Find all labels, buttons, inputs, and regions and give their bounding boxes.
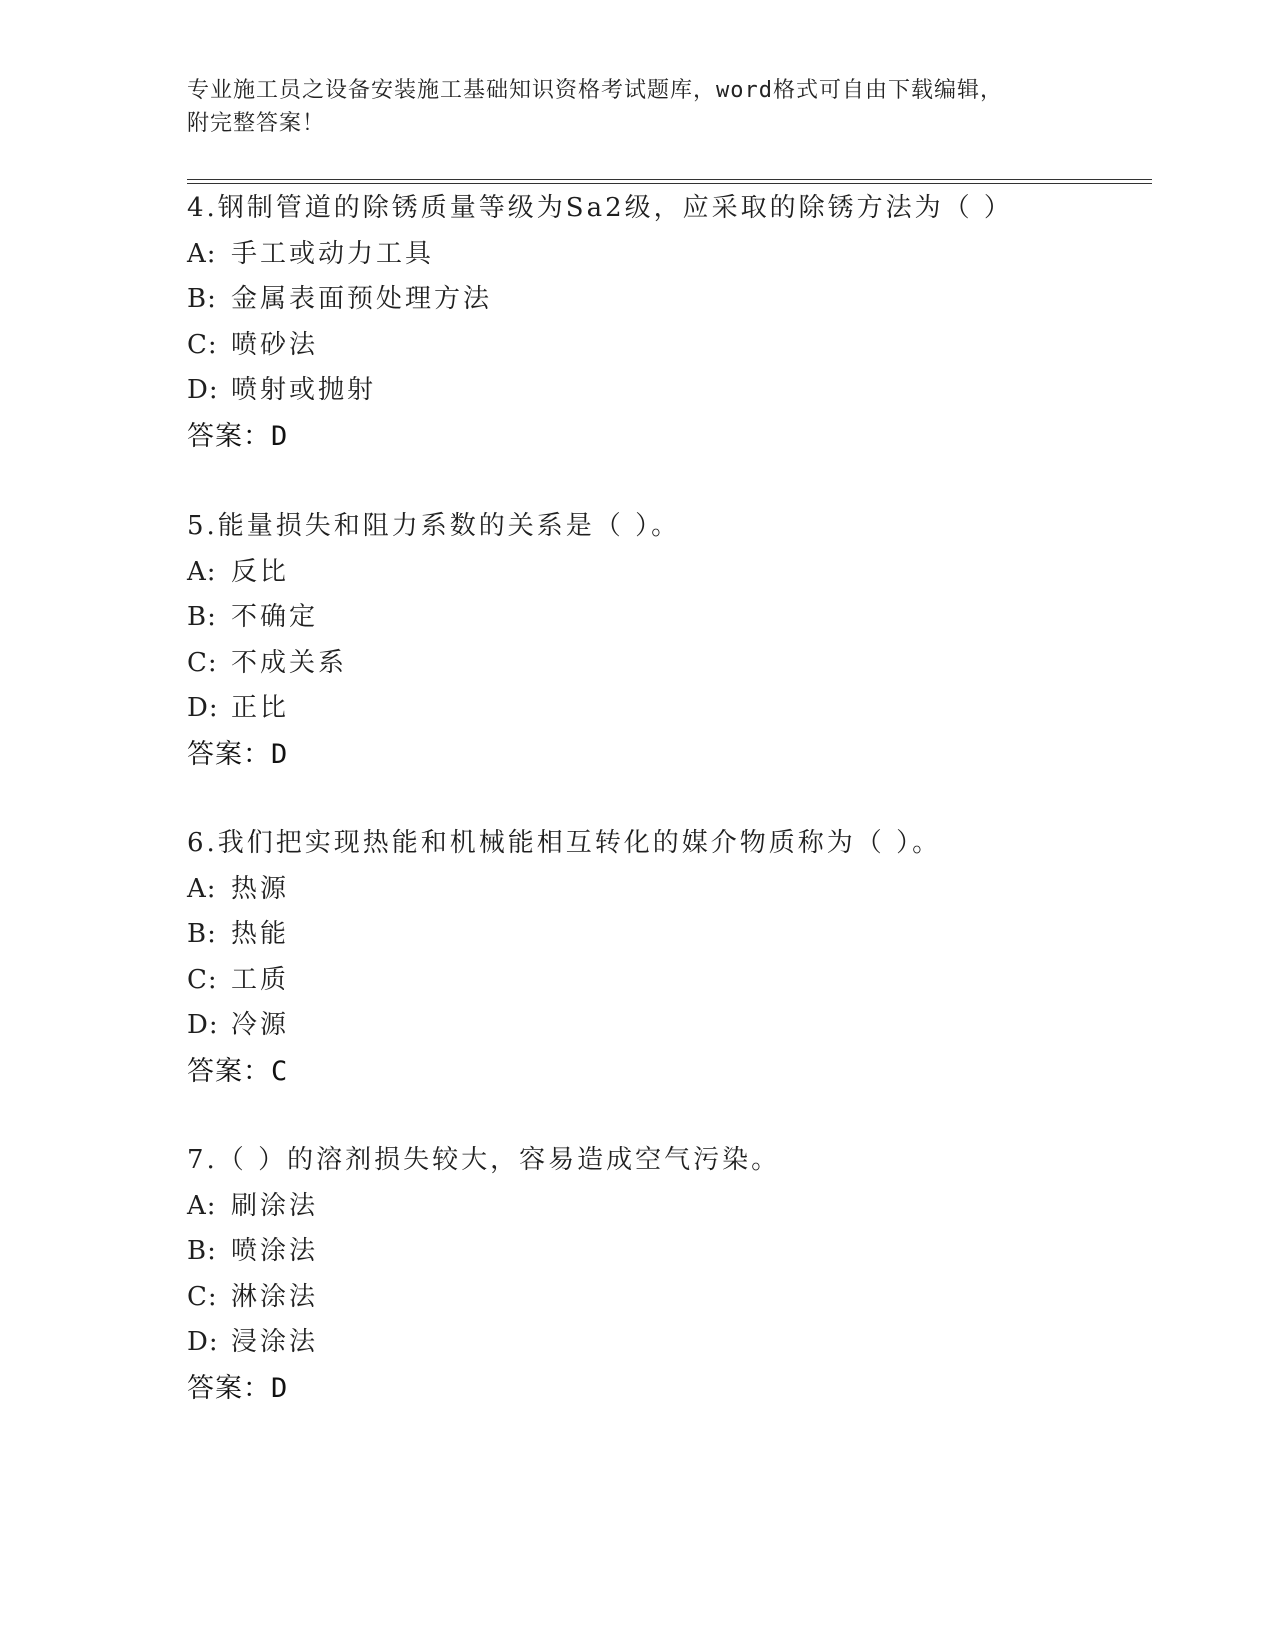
option-letter: D: [187, 1010, 219, 1041]
option-c [187, 1275, 1147, 1321]
option-b [187, 595, 1147, 641]
option-a [187, 867, 1147, 913]
option-text: 正比 [231, 693, 290, 724]
option-b [187, 277, 1147, 323]
option-text: 手工或动力工具 [231, 238, 435, 269]
option-letter: C: [187, 329, 218, 360]
option-letter: B: [187, 284, 217, 315]
question-7 [187, 1138, 1147, 1412]
option-letter: A: [187, 238, 217, 269]
answer: 答案：C [187, 1055, 289, 1087]
answer: 答案：D [187, 1372, 289, 1404]
option-text: 喷砂法 [231, 329, 319, 360]
option-d [187, 1003, 1147, 1049]
option-letter: B: [187, 602, 217, 633]
header-divider-bottom [187, 183, 1152, 184]
option-a [187, 1184, 1147, 1230]
option-a [187, 550, 1147, 596]
option-b [187, 1229, 1147, 1275]
option-text: 工质 [231, 964, 290, 995]
option-c [187, 323, 1147, 369]
option-letter: A: [187, 556, 217, 587]
option-letter: C: [187, 1281, 218, 1312]
answer: 答案：D [187, 420, 289, 452]
option-text: 反比 [231, 556, 290, 587]
option-a [187, 232, 1147, 278]
question-title: 5.能量损失和阻力系数的关系是（ ）。 [187, 511, 681, 541]
option-letter: A: [187, 1190, 217, 1221]
option-text: 不确定 [231, 602, 319, 633]
option-d [187, 368, 1147, 414]
answer: 答案：D [187, 738, 289, 770]
header-line-2: 附完整答案！ [187, 111, 326, 136]
option-c [187, 641, 1147, 687]
option-d [187, 1320, 1147, 1366]
option-text: 热源 [231, 873, 290, 904]
document-header [187, 74, 1087, 140]
option-text: 喷涂法 [231, 1236, 319, 1267]
option-text: 冷源 [231, 1010, 290, 1041]
option-text: 刷涂法 [231, 1190, 319, 1221]
option-b [187, 912, 1147, 958]
option-text: 淋涂法 [231, 1281, 319, 1312]
option-letter: C: [187, 647, 218, 678]
option-text: 不成关系 [231, 647, 348, 678]
option-letter: D: [187, 375, 219, 406]
option-letter: C: [187, 964, 218, 995]
option-letter: D: [187, 1327, 219, 1358]
header-line-1: 专业施工员之设备安装施工基础知识资格考试题库，word格式可自由下载编辑， [187, 78, 1003, 103]
option-text: 金属表面预处理方法 [231, 284, 493, 315]
question-title: 7.（ ）的溶剂损失较大，容易造成空气污染。 [187, 1145, 781, 1175]
option-letter: B: [187, 919, 217, 950]
question-4 [187, 186, 1147, 460]
question-5 [187, 504, 1147, 778]
option-c [187, 958, 1147, 1004]
header-divider-top [187, 179, 1152, 180]
question-title: 4.钢制管道的除锈质量等级为Sa2级，应采取的除锈方法为（ ） [187, 193, 1013, 223]
option-letter: B: [187, 1236, 217, 1267]
option-letter: D: [187, 693, 219, 724]
question-title: 6.我们把实现热能和机械能相互转化的媒介物质称为（ ）。 [187, 828, 942, 858]
question-6 [187, 821, 1147, 1095]
option-text: 热能 [231, 919, 290, 950]
option-d [187, 686, 1147, 732]
option-letter: A: [187, 873, 217, 904]
option-text: 喷射或抛射 [231, 375, 377, 406]
option-text: 浸涂法 [231, 1327, 319, 1358]
